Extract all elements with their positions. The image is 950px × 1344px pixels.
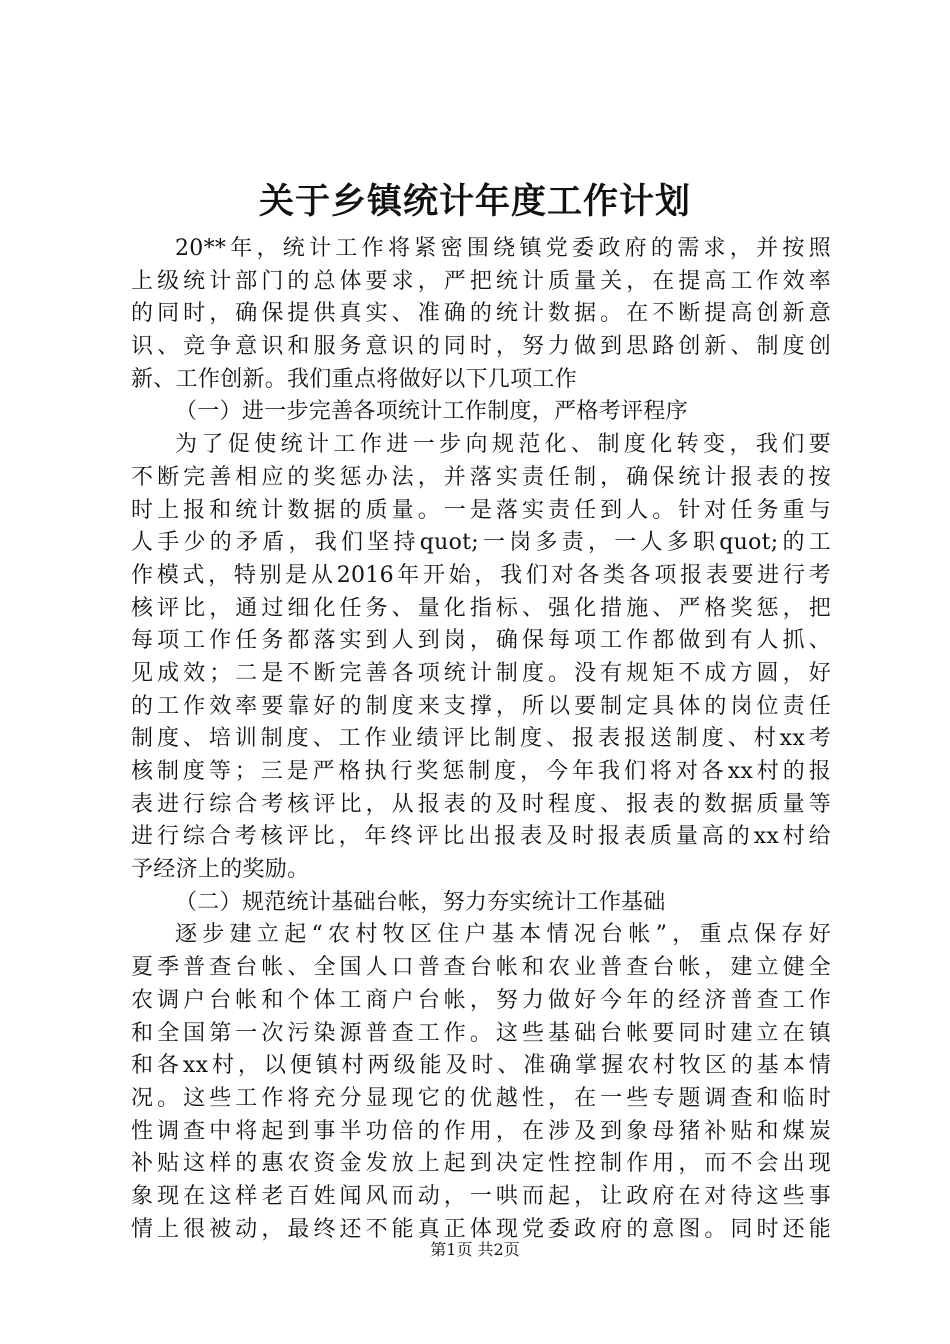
text-line: 和全国第一次污染源普查工作。这些基础台帐要同时建立在镇 — [131, 1020, 831, 1046]
text-line: 表进行综合考核评比，从报表的及时程度、报表的数据质量等 — [131, 791, 831, 817]
text-line: 上级统计部门的总体要求，严把统计质量关，在提高工作效率 — [131, 268, 831, 294]
text-line: 每项工作任务都落实到人到岗，确保每项工作都做到有人抓、 — [131, 628, 831, 654]
text-line: 情上很被动，最终还不能真正体现党委政府的意图。同时还能 — [131, 1216, 831, 1242]
text-line: 的工作效率要靠好的制度来支撑，所以要制定具体的岗位责任 — [131, 693, 831, 719]
page-footer: 第1页 共2页 — [430, 1240, 520, 1259]
document-title: 关于乡镇统计年度工作计划 — [258, 181, 691, 222]
text-line: 人手少的矛盾，我们坚持quot;一岗多责，一人多职quot;的工 — [131, 530, 831, 556]
document-body — [131, 233, 831, 1246]
text-line: 新、工作创新。我们重点将做好以下几项工作 — [131, 366, 578, 392]
text-line: 识、竞争意识和服务意识的同时，努力做到思路创新、制度创 — [131, 334, 831, 360]
text-line: 补贴这样的惠农资金发放上起到决定性控制作用，而不会出现 — [131, 1151, 831, 1177]
text-line: 予经济上的奖励。 — [131, 857, 310, 883]
text-line: 制度、培训制度、工作业绩评比制度、报表报送制度、村xx考 — [131, 726, 831, 752]
text-line: 核评比，通过细化任务、量化指标、强化措施、严格奖惩，把 — [131, 595, 831, 621]
text-line: 农调户台帐和个体工商户台帐，努力做好今年的经济普查工作 — [131, 987, 831, 1013]
text-line: 不断完善相应的奖惩办法，并落实责任制，确保统计报表的按 — [131, 464, 831, 490]
section-heading: （一）进一步完善各项统计工作制度，严格考评程序 — [175, 399, 688, 425]
text-line: 和各xx村，以便镇村两级能及时、准确掌握农村牧区的基本情 — [131, 1053, 831, 1079]
text-line: 时上报和统计数据的质量。一是落实责任到人。针对任务重与 — [131, 497, 831, 523]
text-line: 核制度等；三是严格执行奖惩制度，今年我们将对各xx村的报 — [131, 759, 831, 784]
text-line: 见成效；二是不断完善各项统计制度。没有规矩不成方圆，好 — [131, 660, 831, 686]
text-line: 夏季普查台帐、全国人口普查台帐和农业普查台帐，建立健全 — [131, 955, 831, 981]
text-line: 的同时，确保提供真实、准确的统计数据。在不断提高创新意 — [131, 301, 831, 327]
text-line: 况。这些工作将充分显现它的优越性，在一些专题调查和临时 — [131, 1085, 831, 1111]
text-line: 象现在这样老百姓闻风而动，一哄而起，让政府在对待这些事 — [131, 1183, 831, 1209]
text-line: 逐步建立起“农村牧区住户基本情况台帐”，重点保存好 — [175, 922, 831, 948]
text-line: 为了促使统计工作进一步向规范化、制度化转变，我们要 — [175, 432, 831, 458]
text-line: 作模式，特别是从2016年开始，我们对各类各项报表要进行考 — [131, 562, 831, 588]
text-line: 进行综合考核评比，年终评比出报表及时报表质量高的xx村给 — [131, 824, 831, 850]
section-heading: （二）规范统计基础台帐，努力夯实统计工作基础 — [175, 889, 666, 915]
text-line: 20**年，统计工作将紧密围绕镇党委政府的需求，并按照 — [175, 236, 831, 261]
text-line: 性调查中将起到事半功倍的作用，在涉及到象母猪补贴和煤炭 — [131, 1118, 831, 1144]
